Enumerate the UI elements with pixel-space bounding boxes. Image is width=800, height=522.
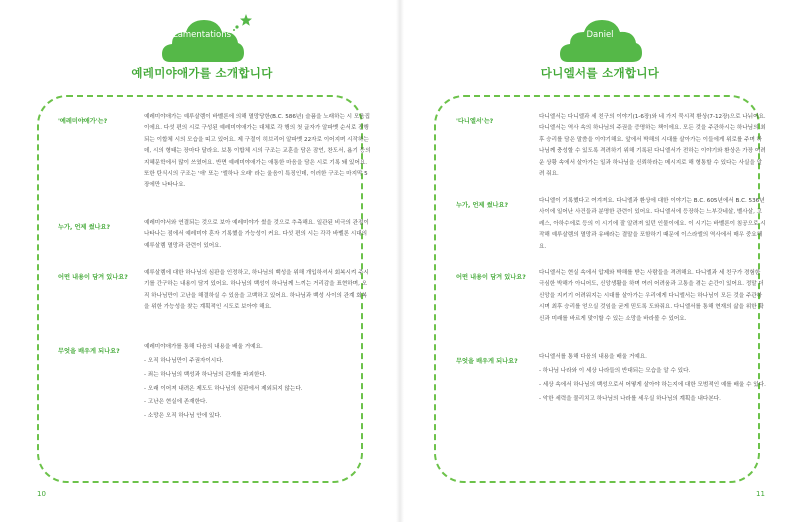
lesson-list [539, 367, 767, 403]
section-title: 무엇을 배우게 되나요? [58, 348, 120, 355]
section-body: 다니엘이 기록했다고 여겨져요. 다니엘과 환상에 대한 이야기는 B.C. 605년에서 B.C. 536년 사이에 일어난 사건들과 분명한 관련이 있어요. 다니엘서에 등장하는 느부갓네살, 벨사살, 고레스, 아하수에로 등의 이 시기에 잘 알려져 있던 인물이에요. 이 시기는 바벨론이 침공으로 시작해 예루살렘의 멸망과 유배라는 결말을 포함하기 때문에 이스라엘의 역사에서 매우 중요해요. [539, 198, 766, 250]
lesson-list [144, 357, 372, 420]
section-title: '예레미야애가'는? [58, 118, 108, 125]
section-body: 예루살렘에 대한 하나님의 심판을 인정하고, 하나님의 백성을 위해 개입하셔서 회복시켜 주시기를 간구하는 내용이 담겨 있어요. 하나님의 백성이 하나님께 느끼는 거리감을 표현하며, 오직 하나님만이 고난을 해결하실 수 있음을 고백하고 있어요. 하나님과 백성 사이의 관계 회복을 위한 가능성을 찾는 계획적인 시도로 보아야 해요. [144, 270, 369, 311]
section-title: 누가, 언제 썼나요? [456, 202, 509, 209]
book-gutter [396, 0, 404, 522]
list-item: - 하나님 나라와 이 세상 나라들의 반대되는 모습을 알 수 있다. [539, 368, 691, 375]
list-item: - 악한 세력을 물리치고 하나님의 나라를 세우실 하나님의 계획을 내다본다. [539, 395, 721, 402]
page-number: 10 [37, 490, 46, 498]
list-item: - 오래 이어져 내려온 제도도 하나님의 심판에서 제외되지 않는다. [144, 385, 303, 392]
list-item: - 죄는 하나님의 백성과 하나님의 관계를 파괴한다. [144, 372, 267, 378]
section-title: 어떤 내용이 담겨 있나요? [58, 274, 128, 281]
section-title: 누가, 언제 썼나요? [58, 224, 111, 231]
book-label-daniel: Daniel [586, 30, 614, 40]
list-item: - 고난은 현실에 존재한다. [144, 399, 208, 406]
right-page [400, 0, 800, 522]
section-body: 다니엘서는 현실 속에서 압제와 박해를 받는 사람들을 격려해요. 다니엘과 세 친구가 경험한 극심한 박해가 아니어도, 신앙생활을 하며 여러 어려움과 고통을 겪는 순간이 있어요. 정말 더 신앙을 지키기 어려워지는 시대를 살아가는 우리에게 다니엘서는 하나님이 모든 것을 주관하시며 최후 승리를 얻으실 것임을 굳게 믿도록 도와줘요. 다니엘서를 통해 현재의 삶을 위한 확신과 미래를 바르게 맞이할 수 있는 소망을 바라볼 수 있어요. [539, 270, 764, 322]
page-heading: 예레미야애가를 소개합니다 [131, 66, 273, 80]
cloud-badge-right [558, 14, 642, 68]
page-number: 11 [756, 490, 765, 498]
section-title: '다니엘서'는? [456, 118, 494, 125]
section-body: 예레미야애가를 통해 다음의 내용을 배울 거예요. - 오직 하나님만이 주권자이시다. - 죄는 하나님의 백성과 하나님의 관계를 파괴한다. - 오래 이어져 내려온 제도도 하나님의 심판에서 제외되지 않는다. - 고난은 현실에 존재한다. - 소망은 오직 하나님 안에 있다. [144, 342, 372, 425]
section-body: 예레미야서와 연결되는 것으로 보아 예레미야가 썼을 것으로 추측해요. 일관된 비극의 관점이 나타나는 점에서 예레미야 혼자 기록했을 가능성이 커요. 다섯 편의 시는 각각 바벨론 시대의 예루살렘 멸망과 관련이 있어요. [144, 220, 369, 249]
page-heading: 다니엘서를 소개합니다 [540, 66, 660, 80]
section-title: 무엇을 배우게 되나요? [456, 358, 518, 365]
section-body: 다니엘서를 통해 다음의 내용을 배울 거예요. - 하나님 나라와 이 세상 나라들의 반대되는 모습을 알 수 있다. - 세상 속에서 하나님의 백성으로서 어떻게 살아야 하는지에 대한 모범적인 예를 배울 수 있다. - 악한 세력을 물리치고 하나님의 나라를 세우실 하나님의 계획을 내다본다. [539, 354, 766, 402]
section-body: 예레미야애가는 예루살렘이 바벨론에 의해 멸망당한(B.C. 586년) 슬픔을 노래하는 시 모음집이에요. 다섯 편의 시로 구성된 예레미야애가는 대체로 각 행의 첫 글자가 알파벳 순서로 진행되는 이합체 시의 모습을 띠고 있어요. 제 구절이 히브리어 알파벳 22자로 이어지며 시작하는데, 시의 형태는 장마다 달라요. 보통 이합체 시의 구조는 교훈을 담은 잠언, 찬도서, 욥기 등의 지혜문학에서 많이 쓰였어요. 반면 예레미야애가는 애통한 마음을 담은 시로 기록 돼 있어요. 또한 탄식시의 구조는 '애' 또는 '엘하나 오래' 라는 울음이 특징인데, 이러한 구조는 마지막 5장에만 나타나요. [144, 114, 371, 189]
sparkle-icon [232, 12, 254, 32]
section-body: 다니엘서는 다니엘과 세 친구의 이야기(1-6장)와 네 가지 묵시적 환상(7-12장)으로 나뉘어요. 다니엘서는 역사 속의 하나님의 주권을 증명하는 책이에요. 모든 것을 주관하시는 하나님의 최후 승리를 담은 말씀을 이야기해요. 앞에서 박해의 시대를 살아가는 이들에게 위로를 주며 하나님께 충성할 수 있도록 격려하기 위해 기록된 다니엘서가 전하는 이야기와 환상은 가장 어려운 상황 속에서 살아가는 일과 하나님을 신뢰하라는 메시지로 해 형통할 수 있다는 사실을 알려 줘요. [539, 114, 766, 178]
list-item: - 세상 속에서 하나님의 백성으로서 어떻게 살아야 하는지에 대한 모범적인 예를 배울 수 있다. [539, 382, 766, 388]
list-item: - 소망은 오직 하나님 안에 있다. [144, 412, 222, 419]
book-label-lamentations: Lamentations [172, 30, 232, 40]
list-item: - 오직 하나님만이 주권자이시다. [144, 358, 224, 365]
section-title: 어떤 내용이 담겨 있나요? [456, 274, 526, 281]
